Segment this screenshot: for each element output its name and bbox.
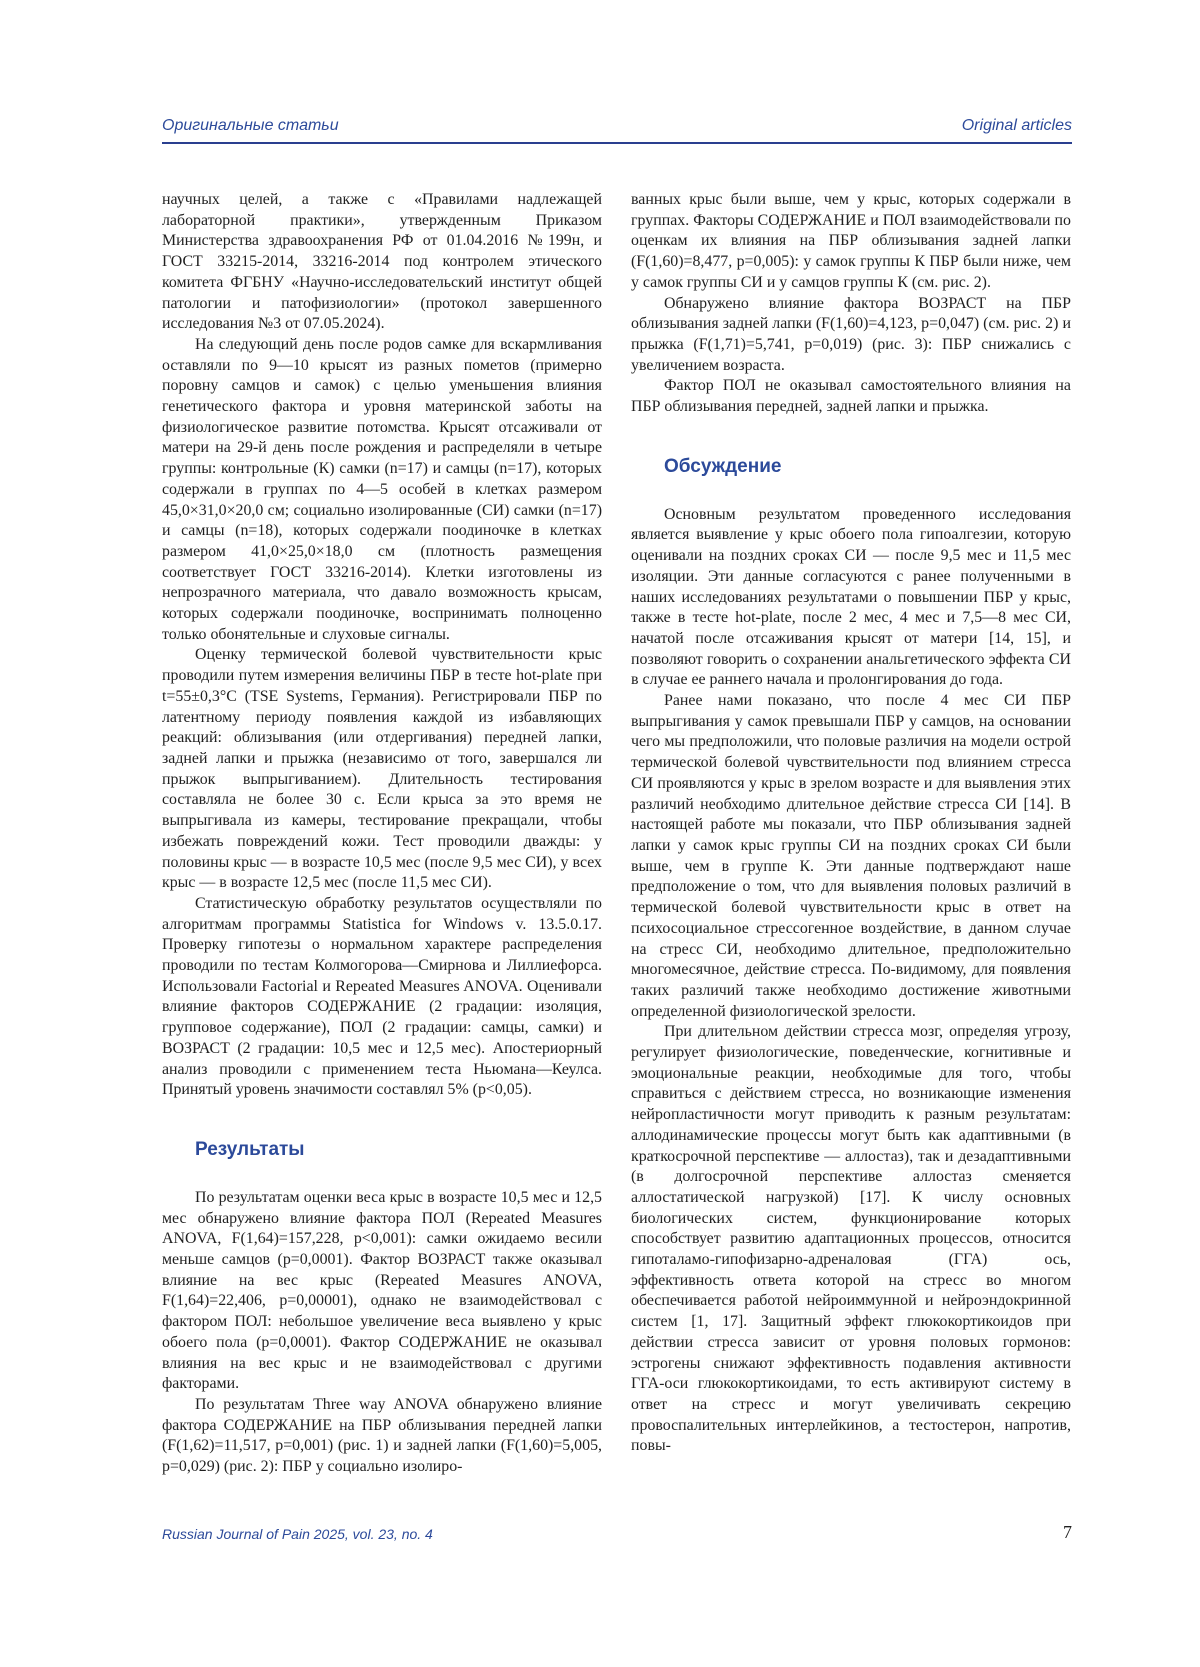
- page-number: 7: [1063, 1522, 1072, 1542]
- paragraph-discussion-stress: При длительном действии стресса мозг, определяя угрозу, регулирует физиологические, поведенческие, когнитивные и эмоциональные реакции, необходимые для того, чтобы справиться с действием стресса, но возникающие изменения нейропластичности могут приводить к разным результатам: аллодинамические процессы могут быть как адаптивными (в краткосрочной перспективе — аллостаз), так и дезадаптивными (в долгосрочной перспективе аллостаз сменяется аллостатической нагрузкой) [17]. К числу основных биологических систем, функционирование которых способствует развитию адаптационных процессов, относится гипоталамо-гипофизарно-адреналовая (ГГА) ось, эффективность ответа которой на стресс во многом обеспечивается работой нейроиммунной и нейроэндокринной систем [1, 17]. Защитный эффект глюкокортикоидов при действии стресса зависит от уровня половых гормонов: эстрогены снижают эффективность подавления активности ГГА-оси глюкокортикоидами, то есть активируют систему в ответ на стресс и могут увеличивать секрецию провоспалительных интерлейкинов, а тестостерон, напротив, повы-: [631, 1023, 1071, 1455]
- left-column: [162, 190, 602, 1478]
- paragraph-results-sex: Фактор ПОЛ не оказывал самостоятельного влияния на ПБР облизывания передней, задней лапки и прыжка.: [631, 377, 1071, 416]
- footer-journal: Russian Journal of Pain 2025, vol. 23, no. 4: [162, 1526, 433, 1542]
- results-heading: Результаты: [195, 1138, 305, 1160]
- header-section-ru: Оригинальные статьи: [162, 117, 339, 134]
- paragraph-results-anova: По результатам Three way ANOVA обнаружено влияние фактора СОДЕРЖАНИЕ на ПБР облизывания передней лапки (F(1,62)=11,517, p=0,001) (рис. 1) и задней лапки (F(1,60)=5,005, p=0,029) (рис. 2): ПБР у социально изолиро-: [162, 1395, 602, 1476]
- paragraph-results-continued: ванных крыс были выше, чем у крыс, которых содержали в группах. Факторы СОДЕРЖАНИЕ и ПОЛ взаимодействовали по оценкам их влияния на ПБР облизывания задней лапки (F(1,60)=8,477, p=0,005): у самок группы К ПБР были ниже, чем у самок группы СИ и у самцов группы К (см. рис. 2).: [631, 191, 1071, 291]
- paragraph-animals: На следующий день после родов самке для вскармливания оставляли по 9—10 крысят из разных пометов (примерно поровну самцов и самок) с целью уменьшения влияния генетического фактора и уровня материнской заботы на физиологическое развитие потомства. Крысят отсаживали от матери на 29-й день после рождения и распределяли в четыре группы: контрольные (К) самки (n=17) и самцы (n=17), которых содержали в группах по 4—5 особей в клетках размером 45,0×31,0×20,0 см; социально изолированные (СИ) самки (n=17) и самцы (n=18), которых содержали поодиночке в клетках размером 41,0×25,0×18,0 см (плотность размещения соответствует ГОСТ 33216-2014). Клетки изготовлены из непрозрачного материала, что давало возможность крысам, которых содержали поодиночке, воспринимать полноценно только обонятельные и слуховые сигналы.: [162, 335, 602, 643]
- running-header: [162, 112, 1072, 144]
- paragraph-ethics: научных целей, а также с «Правилами надлежащей лабораторной практики», утвержденным Приказом Министерства здравоохранения РФ от 01.04.2016 №199н, и ГОСТ 33215-2014, 33216-2014 под контролем этического комитета ФГБНУ «Научно-исследовательский институт общей патологии и патофизиологии» (протокол завершенного исследования №3 от 07.05.2024).: [162, 191, 602, 333]
- discussion-heading: Обсуждение: [664, 455, 782, 477]
- paragraph-results-weight: По результатам оценки веса крыс в возрасте 10,5 мес и 12,5 мес обнаружено влияние фактора ПОЛ (Repeated Measures ANOVA, F(1,64)=157,228, p<0,001): самки ожидаемо весили меньше самцов (p=0,0001). Фактор ВОЗРАСТ также оказывал влияние на вес крыс (Repeated Measures ANOVA, F(1,64)=22,406, p=0,00001), однако не взаимодействовал с фактором ПОЛ: небольшое увеличение веса выявлено у крыс обоего пола (p=0,0001). Фактор СОДЕРЖАНИЕ не оказывал влияния на вес крыс и не взаимодействовал с другими факторами.: [162, 1188, 602, 1393]
- paragraph-discussion-sex-differences: Ранее нами показано, что после 4 мес СИ ПБР выпрыгивания у самок превышали ПБР у самцов, на основании чего мы предположили, что половые различия на модели острой термической болевой чувствительности под влиянием стресса СИ проявляются у крыс в зрелом возрасте и для выявления этих различий необходимо длительное действие стресса СИ [14]. В настоящей работе мы показали, что ПБР облизывания задней лапки у самок крыс группы СИ на поздних сроках СИ были выше, чем в группе К. Эти данные подтверждают наше предположение о том, что для выявления половых различий в термической болевой чувствительности крыс в ответ на психосоциальное стрессогенное воздействие, в данном случае на стресс СИ, необходимо длительное, предположительно многомесячное, действие стресса. По-видимому, для появления таких различий также необходимо достижение животными определенной физиологической зрелости.: [631, 692, 1071, 1020]
- paragraph-hot-plate: Оценку термической болевой чувствительности крыс проводили путем измерения величины ПБР в тесте hot-plate при t=55±0,3°C (TSE Systems, Германия). Регистрировали ПБР по латентному периоду появления каждой из избавляющих реакций: облизывания (или отдергивания) передней лапки, задней лапки и прыжка (независимо от того, завершался ли прыжок выпрыгиванием). Длительность тестирования составляла не более 30 с. Если крыса за это время не выпрыгивала из камеры, тестирование прекращали, чтобы избежать повреждений кожи. Тест проводили дважды: у половины крыс — в возрасте 10,5 мес (после 9,5 мес СИ), у всех крыс — в возрасте 12,5 мес (после 11,5 мес СИ).: [162, 646, 602, 892]
- header-section-en: Original articles: [961, 117, 1072, 134]
- paragraph-discussion-main: Основным результатом проведенного исследования является выявление у крыс обоего пола гипоалгезии, которую оценивали на поздних сроках СИ — после 9,5 мес и 11,5 мес изоляции. Эти данные согласуются с ранее полученными в наших исследованиях результатами о повышении ПБР у крыс, также в тесте hot-plate, после 2 мес, 4 мес и 7,5—8 мес СИ, начатой после отсаживания крысят от матери [14, 15], и позволяют говорить о сохранении анальгетического эффекта СИ в случае ее раннего начала и пролонгирования до года.: [631, 505, 1071, 689]
- paragraph-results-age: Обнаружено влияние фактора ВОЗРАСТ на ПБР облизывания задней лапки (F(1,60)=4,123, p=0,047) (см. рис. 2) и прыжка (F(1,71)=5,741, p=0,019) (рис. 3): ПБР снижались с увеличением возраста.: [631, 294, 1071, 374]
- right-column: [631, 190, 1071, 1457]
- paragraph-statistics: Статистическую обработку результатов осуществляли по алгоритмам программы Statistica for Windows v. 13.5.0.17. Проверку гипотезы о нормальном характере распределения проводили по тестам Колмогорова—Смирнова и Лиллиефорса. Использовали Factorial и Repeated Measures ANOVA. Оценивали влияние факторов СОДЕРЖАНИЕ (2 градации: изоляция, групповое содержание), ПОЛ (2 градации: самцы, самки) и ВОЗРАСТ (2 градации: 10,5 мес и 12,5 мес). Апостериорный анализ проводили с применением теста Ньюмана—Кеулса. Принятый уровень значимости составлял 5% (p<0,05).: [162, 894, 602, 1099]
